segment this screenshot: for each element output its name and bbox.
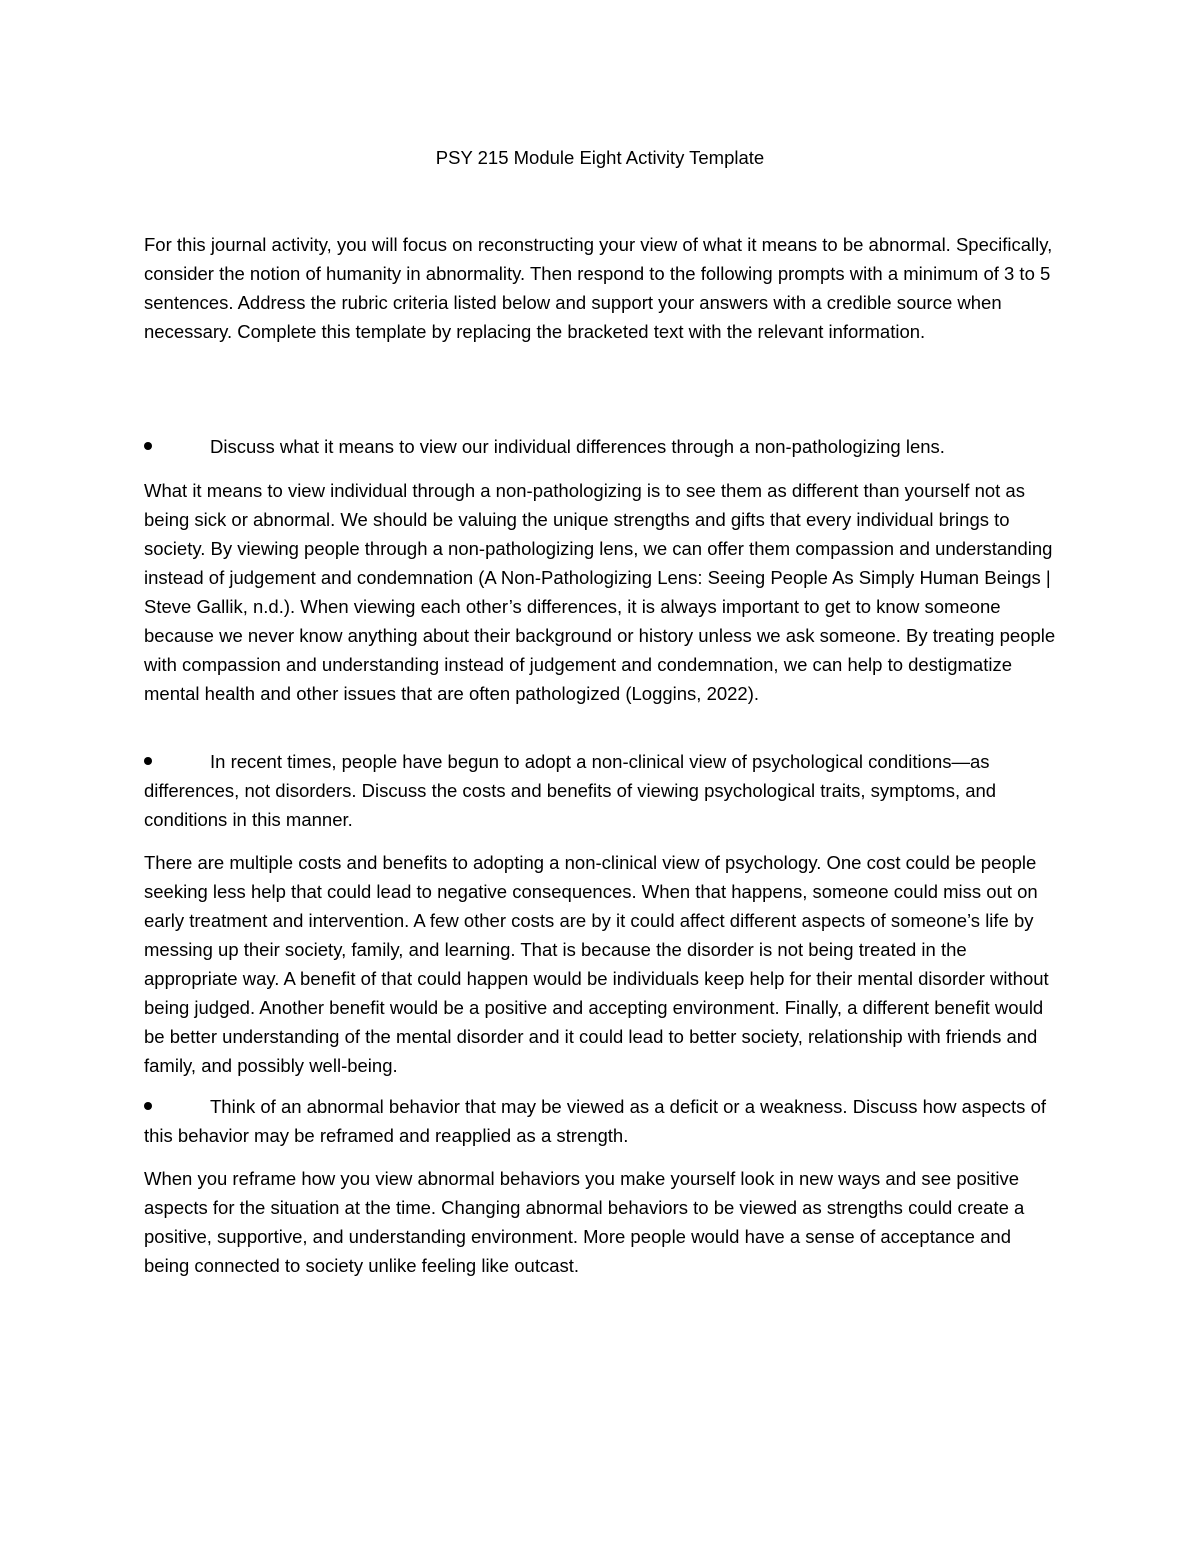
prompt-1-text: Discuss what it means to view our individual differences through a non-pathologizing lens. xyxy=(210,436,945,457)
bullet-icon xyxy=(144,432,210,461)
prompt-3 xyxy=(144,1092,1059,1150)
answer-1: What it means to view individual through a non-pathologizing is to see them as different than yourself not as being sick or abnormal. We should be valuing the unique strengths and gifts that every individual brings to society. By viewing people through a non-pathologizing lens, we can offer them compassion and understanding instead of judgement and condemnation (A Non-Pathologizing Lens: Seeing People As Simply Human Beings | Steve Gallik, n.d.). When viewing each other’s differences, it is always important to get to know someone because we never know anything about their background or history unless we ask someone. By treating people with compassion and understanding instead of judgement and condemnation, we can help to destigmatize mental health and other issues that are often pathologized (Loggins, 2022). xyxy=(144,480,1056,704)
prompt-2 xyxy=(144,747,1059,834)
prompt-2-text: In recent times, people have begun to adopt a non-clinical view of psychological conditions—as differences, not disorders. Discuss the costs and benefits of viewing psychological traits, symptoms, and conditions in this manner. xyxy=(144,751,997,830)
intro-paragraph: For this journal activity, you will focus on reconstructing your view of what it means to be abnormal. Specifically, consider the notion of humanity in abnormality. Then respond to the following prompts with a minimum of 3 to 5 sentences. Address the rubric criteria listed below and support your answers with a credible source when necessary. Complete this template by replacing the bracketed text with the relevant information. xyxy=(144,234,1053,342)
document-title: PSY 215 Module Eight Activity Template xyxy=(435,147,765,168)
bullet-icon xyxy=(144,747,210,776)
answer-2: There are multiple costs and benefits to adopting a non-clinical view of psychology. One cost could be people seeking less help that could lead to negative consequences. When that happens, someone could miss out on early treatment and intervention. A few other costs are by it could affect different aspects of someone’s life by messing up their society, family, and learning. That is because the disorder is not being treated in the appropriate way. A benefit of that could happen would be individuals keep help for their mental disorder without being judged. Another benefit would be a positive and accepting environment. Finally, a different benefit would be better understanding of the mental disorder and it could lead to better society, relationship with friends and family, and possibly well-being. xyxy=(144,852,1049,1076)
prompt-1 xyxy=(144,432,1059,461)
answer-3: When you reframe how you view abnormal behaviors you make yourself look in new ways and see positive aspects for the situation at the time. Changing abnormal behaviors to be viewed as strengths could create a positive, supportive, and understanding environment. More people would have a sense of acceptance and being connected to society unlike feeling like outcast. xyxy=(144,1168,1025,1276)
prompt-3-text: Think of an abnormal behavior that may be viewed as a deficit or a weakness. Discuss how aspects of this behavior may be reframed and reapplied as a strength. xyxy=(144,1096,1047,1146)
bullet-icon xyxy=(144,1092,210,1121)
